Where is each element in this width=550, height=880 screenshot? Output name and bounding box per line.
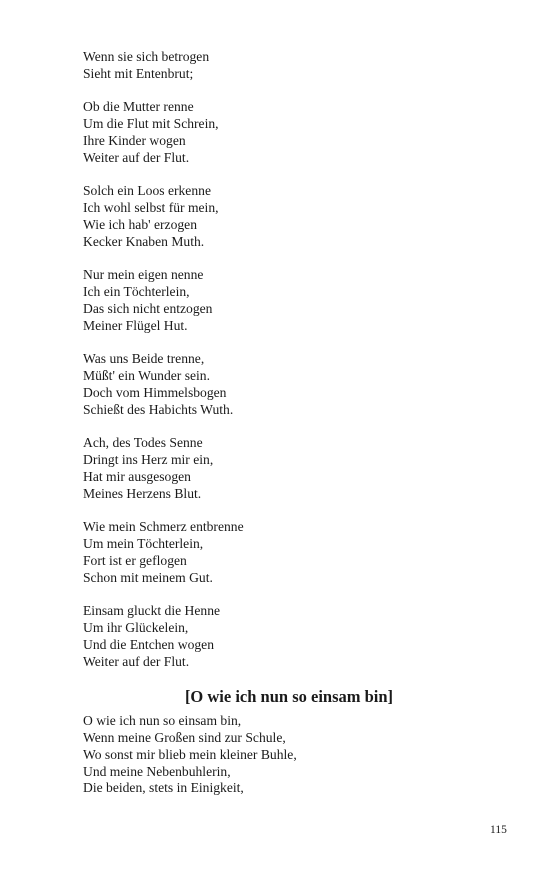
verse-line: Wo sonst mir blieb mein kleiner Buhle,: [83, 746, 297, 762]
verse-line: Das sich nicht entzogen: [83, 300, 213, 316]
verse-line: Weiter auf der Flut.: [83, 149, 190, 165]
verse-line: Ich ein Töchterlein,: [83, 284, 190, 300]
stanza: [83, 603, 503, 670]
verse-line: Schon mit meinem Gut.: [83, 569, 213, 585]
verse-line: Wie mein Schmerz entbrenne: [83, 519, 244, 535]
poem-body: [83, 49, 503, 670]
stanza: [83, 49, 503, 83]
stanza: [83, 435, 503, 502]
verse-line: Wenn sie sich betrogen: [83, 49, 210, 64]
verse-line: Um ihr Glückelein,: [83, 620, 189, 636]
verse-line: Meiner Flügel Hut.: [83, 317, 188, 333]
verse-line: Ich wohl selbst für mein,: [83, 200, 219, 216]
verse-line: Ihre Kinder wogen: [83, 132, 186, 148]
verse-line: Kecker Knaben Muth.: [83, 233, 205, 249]
verse-line: Und die Entchen wogen: [83, 636, 214, 652]
stanza: [83, 183, 503, 250]
page-number: 115: [490, 824, 507, 836]
verse-line: Solch ein Loos erkenne: [83, 183, 211, 199]
poem-title: [O wie ich nun so einsam bin]: [184, 687, 394, 707]
stanza: [83, 351, 503, 418]
verse-line: Ach, des Todes Senne: [83, 435, 203, 451]
verse-line: O wie ich nun so einsam bin,: [83, 713, 242, 729]
verse-line: Wenn meine Großen sind zur Schule,: [83, 730, 286, 746]
verse-line: Die beiden, stets in Einigkeit,: [83, 780, 244, 796]
verse-line: Einsam gluckt die Henne: [83, 603, 221, 619]
verse-line: Doch vom Himmelsbogen: [83, 384, 227, 400]
verse-line: Ob die Mutter renne: [83, 99, 194, 115]
stanza: [83, 99, 503, 166]
verse-line: Wie ich hab' erzogen: [83, 216, 197, 232]
verse-line: Müßt' ein Wunder sein.: [83, 368, 210, 384]
stanza: [83, 519, 503, 586]
verse-line: Fort ist er geflogen: [83, 552, 187, 568]
verse-line: Sieht mit Entenbrut;: [83, 65, 194, 81]
verse-line: Weiter auf der Flut.: [83, 653, 190, 669]
verse-line: Hat mir ausgesogen: [83, 468, 191, 484]
verse-line: Nur mein eigen nenne: [83, 267, 204, 283]
verse-line: Schießt des Habichts Wuth.: [83, 401, 234, 417]
verse-line: Um mein Töchterlein,: [83, 536, 204, 552]
verse-line: Meines Herzens Blut.: [83, 485, 202, 501]
verse-line: Dringt ins Herz mir ein,: [83, 452, 214, 468]
verse-line: Was uns Beide trenne,: [83, 351, 205, 367]
stanza: [83, 267, 503, 334]
page-content: [83, 49, 503, 797]
next-poem-body: [83, 713, 503, 797]
verse-line: Um die Flut mit Schrein,: [83, 116, 219, 132]
verse-line: Und meine Nebenbuhlerin,: [83, 763, 231, 779]
